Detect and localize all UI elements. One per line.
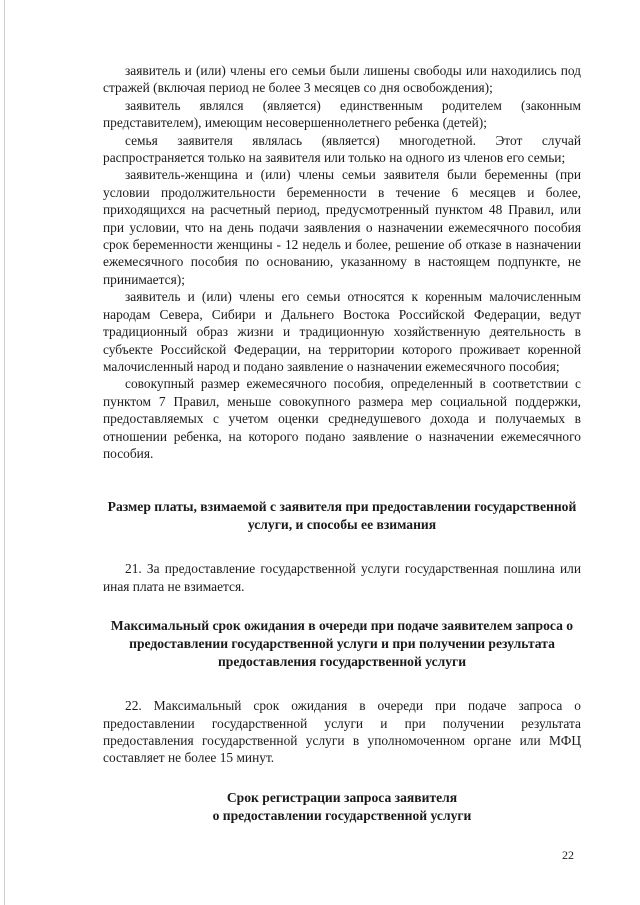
paragraph-21-fee: 21. За предоставление государственной услуги государственная пошлина или иная плата не взимается. [103, 561, 581, 594]
paragraph-deprived-of-liberty: заявитель и (или) члены его семьи были лишены свободы или находились под стражей (включая период не более 3 месяцев со дня освобождения); [103, 63, 581, 96]
paragraph-total-benefit: совокупный размер ежемесячного пособия, определенный в соответствии с пунктом 7 Правил, меньше совокупного размера мер социальной поддержки, предоставляемых с учетом оценки среднедушевого дохода и получаемых в отношении ребенка, на которого подано заявление о назначении ежемесячного пособия. [103, 376, 581, 461]
paragraph-pregnancy: заявитель-женщина и (или) члены семьи заявителя были беременны (при условии продолжительности беременности в течение 6 месяцев и более, приходящихся на расчетный период, предусмотренный пунктом 48 Правил, или при условии, что на день подачи заявления о назначении ежемесячного пособия срок беременности женщины - 12 недель и более, решение об отказе в назначении ежемесячного пособия по основанию, указанному в настоящем подпункте, не принимается); [103, 167, 581, 287]
paragraph-large-family: семья заявителя являлась (является) многодетной. Этот случай распространяется только на заявителя или только на одного из членов его семьи; [103, 132, 581, 166]
heading-registration-line1: Срок регистрации запроса заявителя [226, 789, 458, 805]
heading-queue-time: Максимальный срок ожидания в очереди при подаче заявителем запроса о предоставлении государственной услуги и при получении результата предоставления государственной услуги [110, 618, 574, 670]
document-body [103, 62, 581, 825]
page-number: 22 [562, 848, 574, 862]
paragraph-indigenous-peoples: заявитель и (или) члены его семьи относятся к коренным малочисленным народам Севера, Сибири и Дальнего Востока Российской Федерации, ведут традиционный образ жизни и традиционную хозяйственную деятельность в субъекте Российской Федерации, на территории которого проживает коренной малочисленный народ и подано заявление о назначении ежемесячного пособия; [103, 289, 581, 374]
paragraph-22-queue: 22. Максимальный срок ожидания в очереди при подаче запроса о предоставлении государственной услуги и при получении результата предоставления государственной услуги в уполномоченном органе или МФЦ составляет не более 15 минут. [103, 698, 581, 766]
paragraph-single-parent: заявитель являлся (является) единственным родителем (законным представителем), имеющим несовершеннолетнего ребенка (детей); [103, 97, 581, 131]
heading-fee: Размер платы, взимаемой с заявителя при предоставлении государственной услуги, и способы ее взимания [107, 499, 577, 533]
heading-registration-line2: о предоставлении государственной услуги [212, 807, 472, 823]
scan-edge-line [4, 0, 5, 905]
